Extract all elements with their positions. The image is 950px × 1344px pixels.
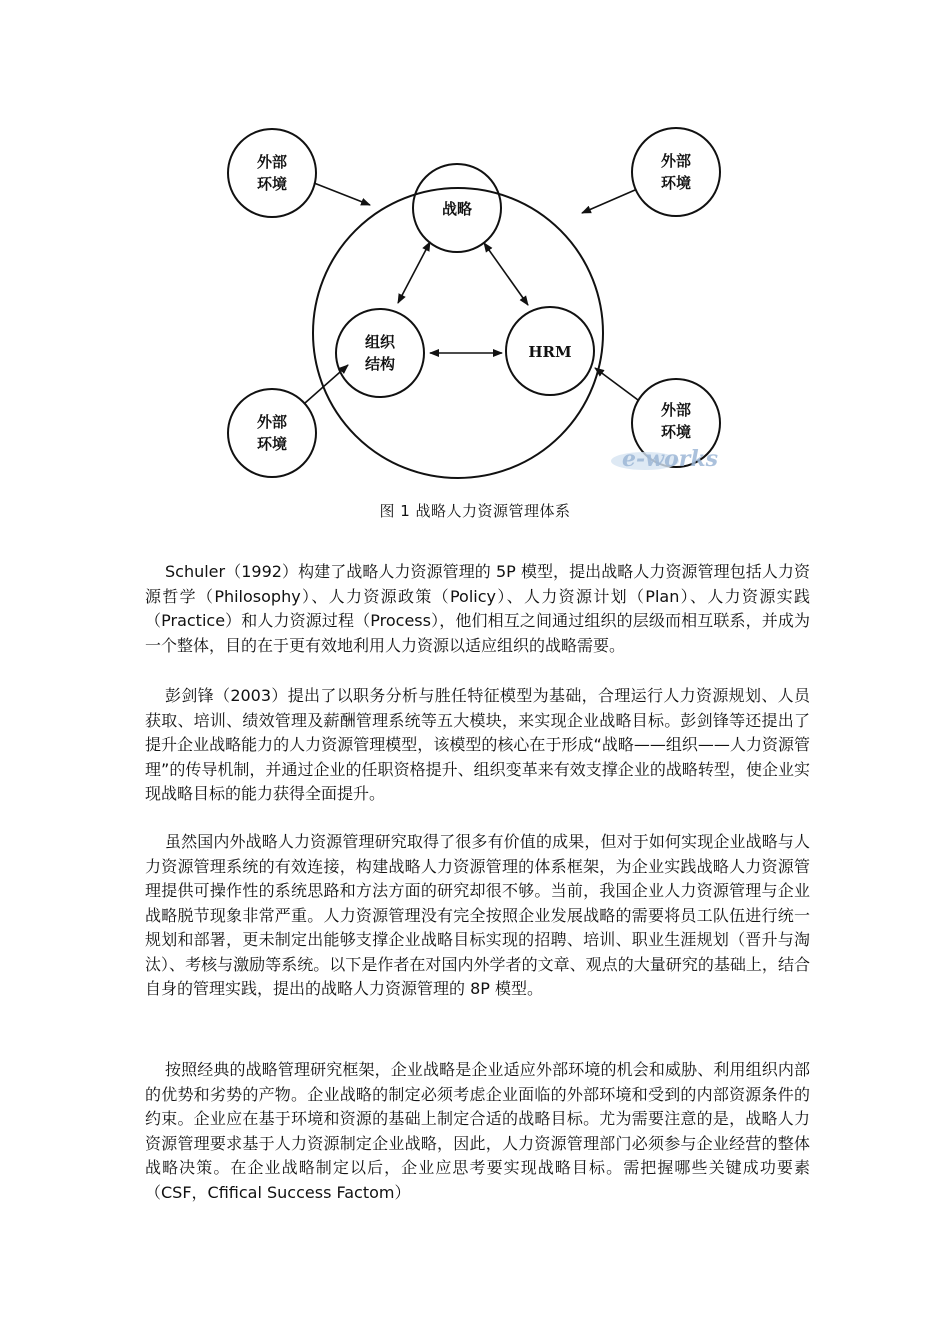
arrow-env-bottom-right: [595, 368, 638, 400]
paragraph-peng-jianfeng: 彭剑锋（2003）提出了以职务分析与胜任特征模型为基础，合理运行人力资源规划、人员获取、培训、绩效管理及薪酬管理系统等五大模块，来实现企业战略目标。彭剑锋等还提出了提升企业战略能力的人力资源管理模型，该模型的核心在于形成“战略——组织——人力资源管理”的传导机制，并通过企业的任职资格提升、组织变革来有效支撑企业的战略转型，使企业实现战略目标的能力获得全面提升。: [145, 686, 810, 803]
figure-caption: 图 1 战略人力资源管理体系: [379, 502, 571, 520]
watermark-logo: e-works: [622, 446, 718, 472]
paragraph-8p-model: 虽然国内外战略人力资源管理研究取得了很多有价值的成果，但对于如何实现企业战略与人力资源管理系统的有效连接，构建战略人力资源管理的体系框架，为企业实践战略人力资源管理提供可操作性的系统思路和方法方面的研究却很不够。当前，我国企业人力资源管理与企业战略脱节现象非常严重。人力资源管理没有完全按照企业发展战略的需要将员工队伍进行统一规划和部署，更未制定出能够支撑企业战略目标实现的招聘、培训、职业生涯规划（晋升与淘汰）、考核与激励等系统。以下是作者在对国内外学者的文章、观点的大量研究的基础上，结合自身的管理实践，提出的战略人力资源管理的 8P 模型。: [145, 832, 810, 998]
arrow-env-top-right: [582, 190, 635, 213]
env-tr-line1: 外部: [660, 152, 692, 170]
env-tr-line2: 环境: [660, 174, 692, 192]
env-node-bottom-left: [228, 389, 316, 477]
env-node-top-left: [228, 129, 316, 217]
org-label-line1: 组织: [364, 333, 396, 351]
org-label-line2: 结构: [364, 355, 396, 373]
arrow-strategy-hrm: [484, 243, 528, 305]
strategic-hrm-diagram: [220, 125, 740, 490]
big-circle: [313, 188, 603, 478]
strategy-label: 战略: [441, 200, 473, 218]
hrm-label: HRM: [528, 343, 572, 361]
paragraph-schuler-5p: Schuler（1992）构建了战略人力资源管理的 5P 模型，提出战略人力资源管理包括人力资源哲学（Philosophy）、人力资源政策（Policy）、人力资源计划（Plan）、人力资源实践（Practice）和人力资源过程（Process），他们相互之间通过组织的层级而相互联系，并成为一个整体，目的在于更有效地利用人力资源以适应组织的战略需要。: [145, 562, 810, 655]
env-tl-line1: 外部: [256, 153, 288, 171]
arrow-env-bottom-left: [305, 365, 348, 403]
env-bl-line1: 外部: [256, 413, 288, 431]
env-tl-line2: 环境: [256, 175, 288, 193]
env-br-line1: 外部: [660, 401, 692, 419]
paragraph-strategy-framework: 按照经典的战略管理研究框架，企业战略是企业适应外部环境的机会和威胁、利用组织内部的优势和劣势的产物。企业战略的制定必须考虑企业面临的外部环境和受到的内部资源条件的约束。企业应在基于环境和资源的基础上制定合适的战略目标。尤为需要注意的是，战略人力资源管理要求基于人力资源制定企业战略，因此，人力资源管理部门必须参与企业经营的整体战略决策。在企业战略制定以后，企业应思考要实现战略目标。需把握哪些关键成功要素（CSF，Cfifical Success Factom）: [145, 1060, 810, 1202]
org-structure-node: [336, 309, 424, 397]
arrow-env-top-left: [314, 183, 370, 205]
env-node-top-right: [632, 128, 720, 216]
arrow-strategy-org: [398, 242, 430, 303]
env-br-line2: 环境: [660, 423, 692, 441]
env-bl-line2: 环境: [256, 435, 288, 453]
